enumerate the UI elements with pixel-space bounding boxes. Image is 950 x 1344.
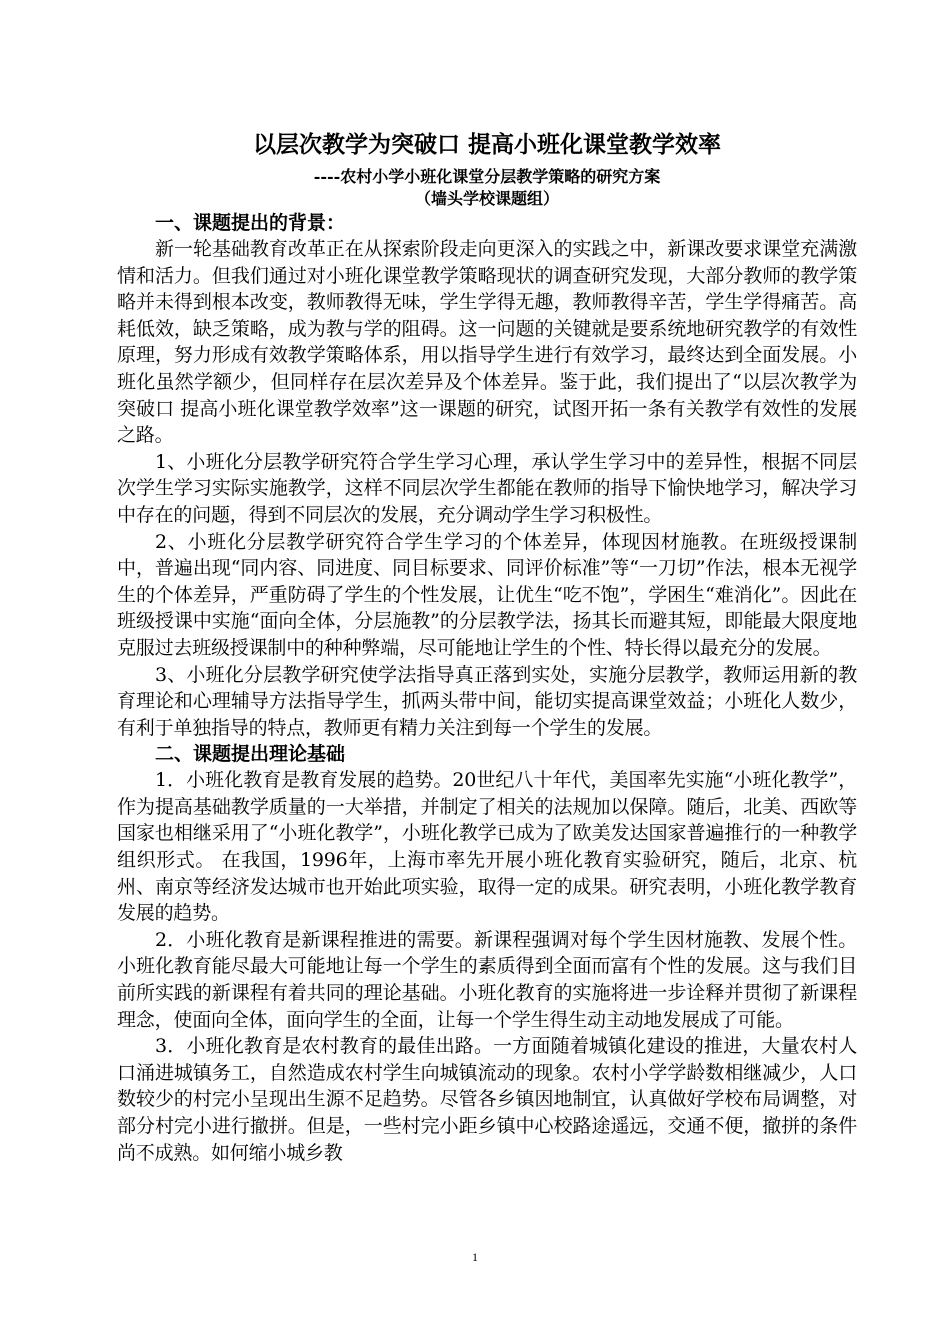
paragraph: 2．小班化教育是新课程推进的需要。新课程强调对每个学生因材施教、发展个性。小班化教育能尽最大可能地让每一个学生的素质得到全面而富有个性的发展。这与我们目前所实践的新课程有着共同的理论基础。小班化教育的实施将进一步诠释并贯彻了新课程理念，使面向全体，面向学生的全面，让每一个学生得生动主动地发展成了可能。: [117, 928, 857, 1031]
section-background: [117, 210, 857, 741]
page-number: 1: [472, 1250, 478, 1264]
paragraph: 1、小班化分层教学研究符合学生学习心理，承认学生学习中的差异性，根据不同层次学生学习实际实施教学，这样不同层次学生都能在教师的指导下愉快地学习，解决学习中存在的问题，得到不同层次的发展，充分调动学生学习积极性。: [117, 450, 857, 526]
paragraph: 新一轮基础教育改革正在从探索阶段走向更深入的实践之中，新课改要求课堂充满激情和活力。但我们通过对小班化课堂教学策略现状的调查研究发现，大部分教师的教学策略并未得到根本改变，教师教得无味，学生学得无趣，教师教得辛苦，学生学得痛苦。高耗低效，缺乏策略，成为教与学的阻碍。这一问题的关键就是要系统地研究教学的有效性原理，努力形成有效教学策略体系，用以指导学生进行有效学习，最终达到全面发展。小班化虽然学额少，但同样存在层次差异及个体差异。鉴于此，我们提出了“以层次教学为突破口 提高小班化课堂教学效率”这一课题的研究，试图开拓一条有关教学有效性的发展之路。: [117, 238, 857, 447]
paragraph: 2、小班化分层教学研究符合学生学习的个体差异，体现因材施教。在班级授课制中，普遍出现“同内容、同进度、同目标要求、同评价标准”等“一刀切”作法，根本无视学生的个体差异，严重防碍了学生的个性发展，让优生“吃不饱”，学困生“难消化”。因此在班级授课中实施“面向全体，分层施教”的分层教学法，扬其长而避其短，即能最大限度地克服过去班级授课制中的种种弊端，尽可能地让学生的个性、特长得以最充分的发展。: [117, 530, 857, 659]
document-subtitle: ----农村小学小班化课堂分层教学策略的研究方案: [313, 167, 661, 186]
paragraph: 3．小班化教育是农村教育的最佳出路。一方面随着城镇化建设的推进，大量农村人口涌进城镇务工，自然造成农村学生向城镇流动的现象。农村小学学龄数相继减少，人口数较少的村完小呈现出生源不足趋势。尽管各乡镇因地制宜，认真做好学校布局调整，对部分村完小进行撤拼。但是，一些村完小距乡镇中心校路途遥远，交通不便，撤拼的条件尚不成熟。如何缩小城乡教: [117, 1035, 857, 1164]
paragraph: 1．小班化教育是教育发展的趋势。20世纪八十年代，美国率先实施“小班化教学”， 作为提高基础教学质量的一大举措，并制定了相关的法规加以保障。随后，北美、西欧等国家也相继采用了“小班化教学”，小班化教学已成为了欧美发达国家普遍推行的一种教学组织形式。 在我国，1996年，上海市率先开展小班化教育实验研究，随后，北京、杭州、南京等经济发达城市也开始此项实验，取得一定的成果。研究表明，小班化教学教育发展的趋势。: [117, 769, 857, 925]
document-organization: （墙头学校课题组）: [414, 189, 559, 208]
document-body: [117, 128, 857, 1166]
section-heading: 二、课题提出理论基础: [155, 743, 346, 766]
section-theory: [117, 741, 857, 1166]
paragraph: 3、小班化分层教学研究使学法指导真正落到实处，实施分层教学，教师运用新的教育理论和心理辅导方法指导学生，抓两头带中间，能切实提高课堂效益；小班化人数少，有利于单独指导的特点，教师更有精力关注到每一个学生的发展。: [117, 663, 857, 739]
document-title: 以层次教学为突破口 提高小班化课堂教学效率: [252, 131, 721, 158]
section-heading: 一、课题提出的背景：: [155, 212, 346, 234]
